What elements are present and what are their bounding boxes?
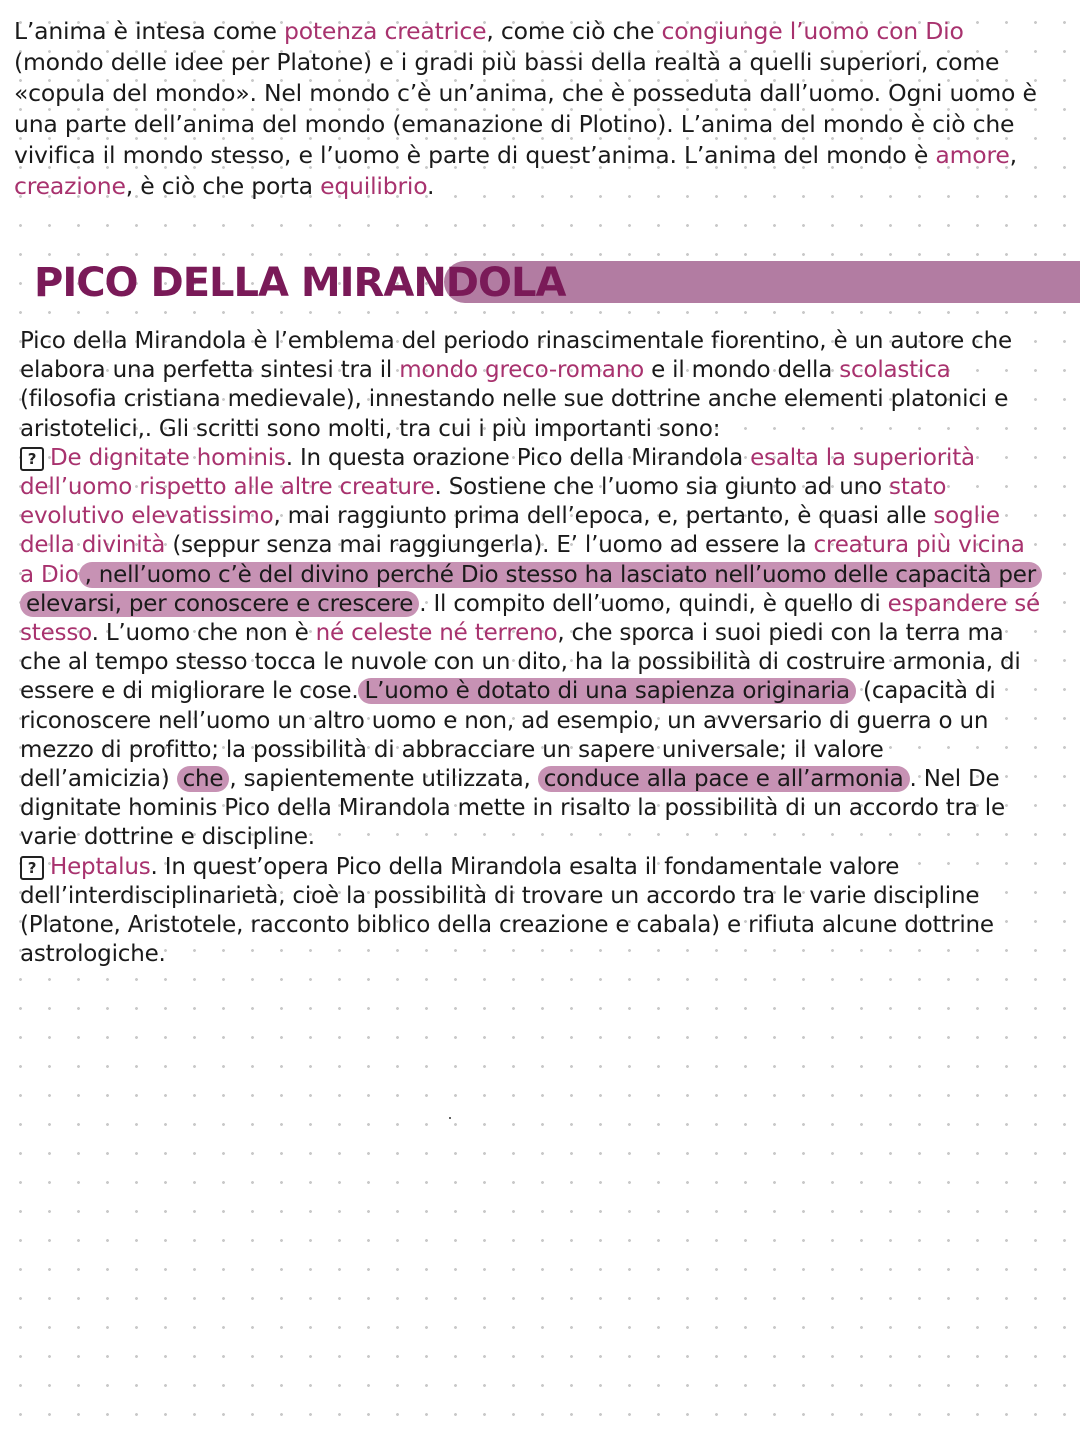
text: , sapientemente utilizzata,: [229, 766, 538, 793]
text: , come ciò che: [486, 17, 662, 45]
highlight-text: soglie della divinità: [20, 503, 1000, 559]
highlight-text: potenza creatrice: [284, 17, 487, 45]
highlight-text: esalta la superiorità dell’uomo rispetto alle altre creature: [20, 444, 975, 501]
work-title: De dignitate hominis: [50, 444, 286, 471]
body-paragraph: [20, 327, 1040, 969]
highlight-text: stato evolutivo elevatissimo: [20, 474, 947, 530]
section-heading: [34, 256, 1080, 312]
text: e il mondo della: [643, 357, 840, 384]
section-title: PICO DELLA MIRANDOLA: [34, 260, 566, 306]
highlight-text: espandere sé stesso: [20, 590, 1040, 647]
text: , mai raggiunto prima dell’epoca, e, pertanto, è quasi alle: [273, 503, 934, 530]
highlight-text: amore: [935, 141, 1010, 169]
marker-highlight: che: [177, 766, 230, 792]
text: ,: [1009, 141, 1017, 169]
highlight-text: né celeste né terreno: [315, 620, 558, 647]
text: Pico della Mirandola è l’emblema del periodo rinascimentale fiorentino, è un autore che elabora una perfetta sintesi tra il: [20, 328, 1012, 384]
text: , che sporca i suoi piedi con la terra ma che al tempo stesso tocca le nuvole con un dito, ha la possibilità di costruire armonia, di essere e di migliorare le cose.: [20, 620, 1021, 705]
text: . L’uomo che non è: [91, 620, 316, 647]
highlight-text: mondo greco-romano: [399, 357, 644, 384]
marker-highlight: L’uomo è dotato di una sapienza originaria: [358, 678, 855, 704]
text: . In questa orazione Pico della Mirandola: [285, 444, 751, 471]
text: (seppur senza mai raggiungerla). E’ l’uomo ad essere la: [165, 532, 814, 559]
question-box-icon: ?: [20, 856, 44, 880]
question-box-icon: ?: [20, 447, 44, 471]
text: (filosofia cristiana medievale), innestando nelle sue dottrine anche elementi platonici e aristotelici,. Gli scritti sono molti, tra cui i più importanti sono:: [20, 386, 1009, 442]
text: .: [427, 172, 435, 200]
marker-highlight: conduce alla pace e all’armonia: [538, 766, 910, 792]
text: , è ciò che porta: [125, 172, 321, 200]
text: L’anima è intesa come: [14, 17, 285, 45]
text: (mondo delle idee per Platone) e i gradi più bassi della realtà a quelli superiori, come «copula del mondo». Nel mondo c’è un’anima, che è posseduta dall’uomo. Ogni uomo è una parte dell’anima del mondo (emanazione di Plotino). L’anima del mondo è ciò che vivifica il mondo stesso, e l’uomo è parte di quest’anima. L’anima del mondo è: [14, 48, 1037, 169]
highlight-text: creazione: [14, 172, 126, 200]
marker-highlight: , nell’uomo c’è del divino perché Dio stesso ha lasciato nell’uomo delle capacità per elevarsi, per conoscere e crescere: [20, 562, 1042, 617]
text: . Il compito dell’uomo, quindi, è quello di: [419, 590, 888, 617]
highlight-text: congiunge l’uomo con Dio: [661, 17, 964, 45]
highlight-text: scolastica: [839, 357, 951, 384]
work-title: Heptalus: [50, 853, 151, 880]
text: . Sostiene che l’uomo sia giunto ad uno: [434, 474, 890, 501]
text: (capacità di riconoscere nell’uomo un altro uomo e non, ad esempio, un avversario di guerra o un mezzo di profitto; la possibilità di abbracciare un sapere universale; il valore dell’amicizia): [20, 678, 996, 793]
highlight-text: equilibrio: [320, 172, 428, 200]
intro-paragraph: [14, 16, 1054, 202]
text: . Nel De dignitate hominis Pico della Mirandola mette in risalto la possibilità di un accordo tra le varie dottrine e discipline.: [20, 766, 1005, 851]
text: . In quest’opera Pico della Mirandola esalta il fondamentale valore dell’interdisciplinarietà, cioè la possibilità di trovare un accordo tra le varie discipline (Platone, Aristotele, racconto biblico della creazione e cabala) e rifiuta alcune dottrine astrologiche.: [20, 853, 994, 968]
stray-dot: [449, 1117, 451, 1119]
highlight-text: creatura più vicina a Dio: [20, 532, 1025, 588]
